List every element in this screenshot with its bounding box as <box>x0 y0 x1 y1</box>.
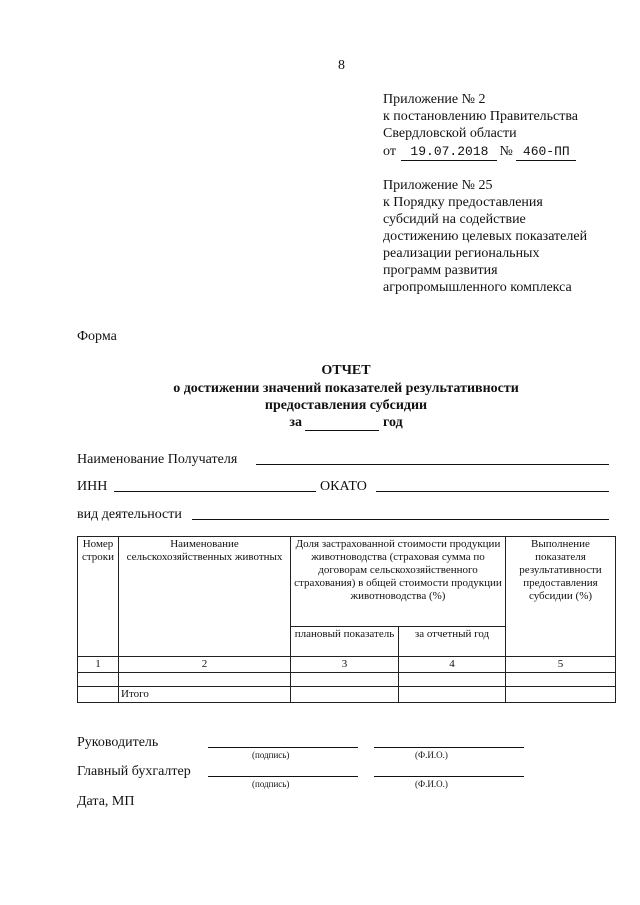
appendix2-line5: реализации региональных <box>383 246 540 261</box>
head-name-field[interactable] <box>374 747 524 748</box>
table-cell[interactable] <box>399 687 506 703</box>
header-planned: плановый показатель <box>291 627 399 657</box>
appendix1-line2: к постановлению Правительства <box>383 109 579 124</box>
decree-number: 460-ПП <box>516 143 576 161</box>
header-animals-name: Наименование сельскохозяйственных животных <box>119 537 291 657</box>
appendix2-line7: агропромышленного комплекса <box>383 280 572 295</box>
column-number-1: 1 <box>78 657 119 673</box>
appendix2-line1: Приложение № 25 <box>383 178 493 193</box>
table-header-row <box>78 537 616 627</box>
header-insured-share: Доля застрахованной стоимости продукции животноводства (страховая сумма по договорам сельскохозяйственного страхования) в общей стоимости продукции животноводства (%) <box>291 537 506 627</box>
accountant-label: Главный бухгалтер <box>77 764 191 779</box>
head-label: Руководитель <box>77 735 159 750</box>
header-reporting-year: за отчетный год <box>399 627 506 657</box>
number-label: № <box>499 144 513 159</box>
column-number-5: 5 <box>506 657 616 673</box>
appendix2-line2: к Порядку предоставления <box>383 195 543 210</box>
accountant-name-field[interactable] <box>374 776 524 777</box>
table-cell[interactable] <box>291 673 399 687</box>
table-total-row <box>78 687 616 703</box>
appendix2-line6: программ развития <box>383 263 498 278</box>
appendix2-line4: достижению целевых показателей <box>383 229 588 244</box>
table-cell[interactable] <box>119 673 291 687</box>
year-suffix: год <box>382 415 403 430</box>
appendix1-line3: Свердловской области <box>383 126 517 141</box>
date-stamp-label: Дата, МП <box>77 794 135 809</box>
year-field[interactable] <box>305 416 379 431</box>
head-signature-caption: (подпись) <box>252 750 290 760</box>
report-table <box>77 536 616 703</box>
head-name-caption: (Ф.И.О.) <box>415 750 448 760</box>
page-number: 8 <box>338 58 345 73</box>
activity-label: вид деятельности <box>77 507 182 522</box>
accountant-signature-caption: (подпись) <box>252 779 290 789</box>
report-title: ОТЧЕТ <box>321 363 371 378</box>
report-year-line <box>77 414 615 431</box>
appendix1-line1: Приложение № 2 <box>383 92 486 107</box>
inn-field[interactable] <box>114 491 316 492</box>
recipient-field[interactable] <box>256 464 609 465</box>
accountant-name-caption: (Ф.И.О.) <box>415 779 448 789</box>
header-row-number: Номер строки <box>78 537 119 657</box>
table-row <box>78 673 616 687</box>
table-cell[interactable] <box>399 673 506 687</box>
from-label: от <box>383 144 396 159</box>
activity-field[interactable] <box>192 519 609 520</box>
recipient-label: Наименование Получателя <box>77 452 238 467</box>
column-number-3: 3 <box>291 657 399 673</box>
okato-field[interactable] <box>376 491 609 492</box>
okato-label: ОКАТО <box>320 479 367 494</box>
total-label: Итого <box>119 687 291 703</box>
report-subtitle-line2: предоставления субсидии <box>264 398 428 413</box>
column-number-4: 4 <box>399 657 506 673</box>
report-subtitle-line1: о достижении значений показателей результативности <box>173 381 519 396</box>
appendix1-date-line <box>383 143 576 161</box>
table-cell[interactable] <box>506 687 616 703</box>
column-number-2: 2 <box>119 657 291 673</box>
table-cell <box>78 687 119 703</box>
table-cell[interactable] <box>506 673 616 687</box>
table-cell[interactable] <box>78 673 119 687</box>
decree-date: 19.07.2018 <box>401 143 497 161</box>
table-cell[interactable] <box>291 687 399 703</box>
accountant-signature-field[interactable] <box>208 776 358 777</box>
inn-label: ИНН <box>77 479 108 494</box>
table-column-numbers-row <box>78 657 616 673</box>
head-signature-field[interactable] <box>208 747 358 748</box>
appendix2-line3: субсидий на содействие <box>383 212 526 227</box>
header-execution: Выполнение показателя результативности предоставления субсидии (%) <box>506 537 616 657</box>
form-label: Форма <box>77 329 117 344</box>
year-prefix: за <box>289 415 302 430</box>
